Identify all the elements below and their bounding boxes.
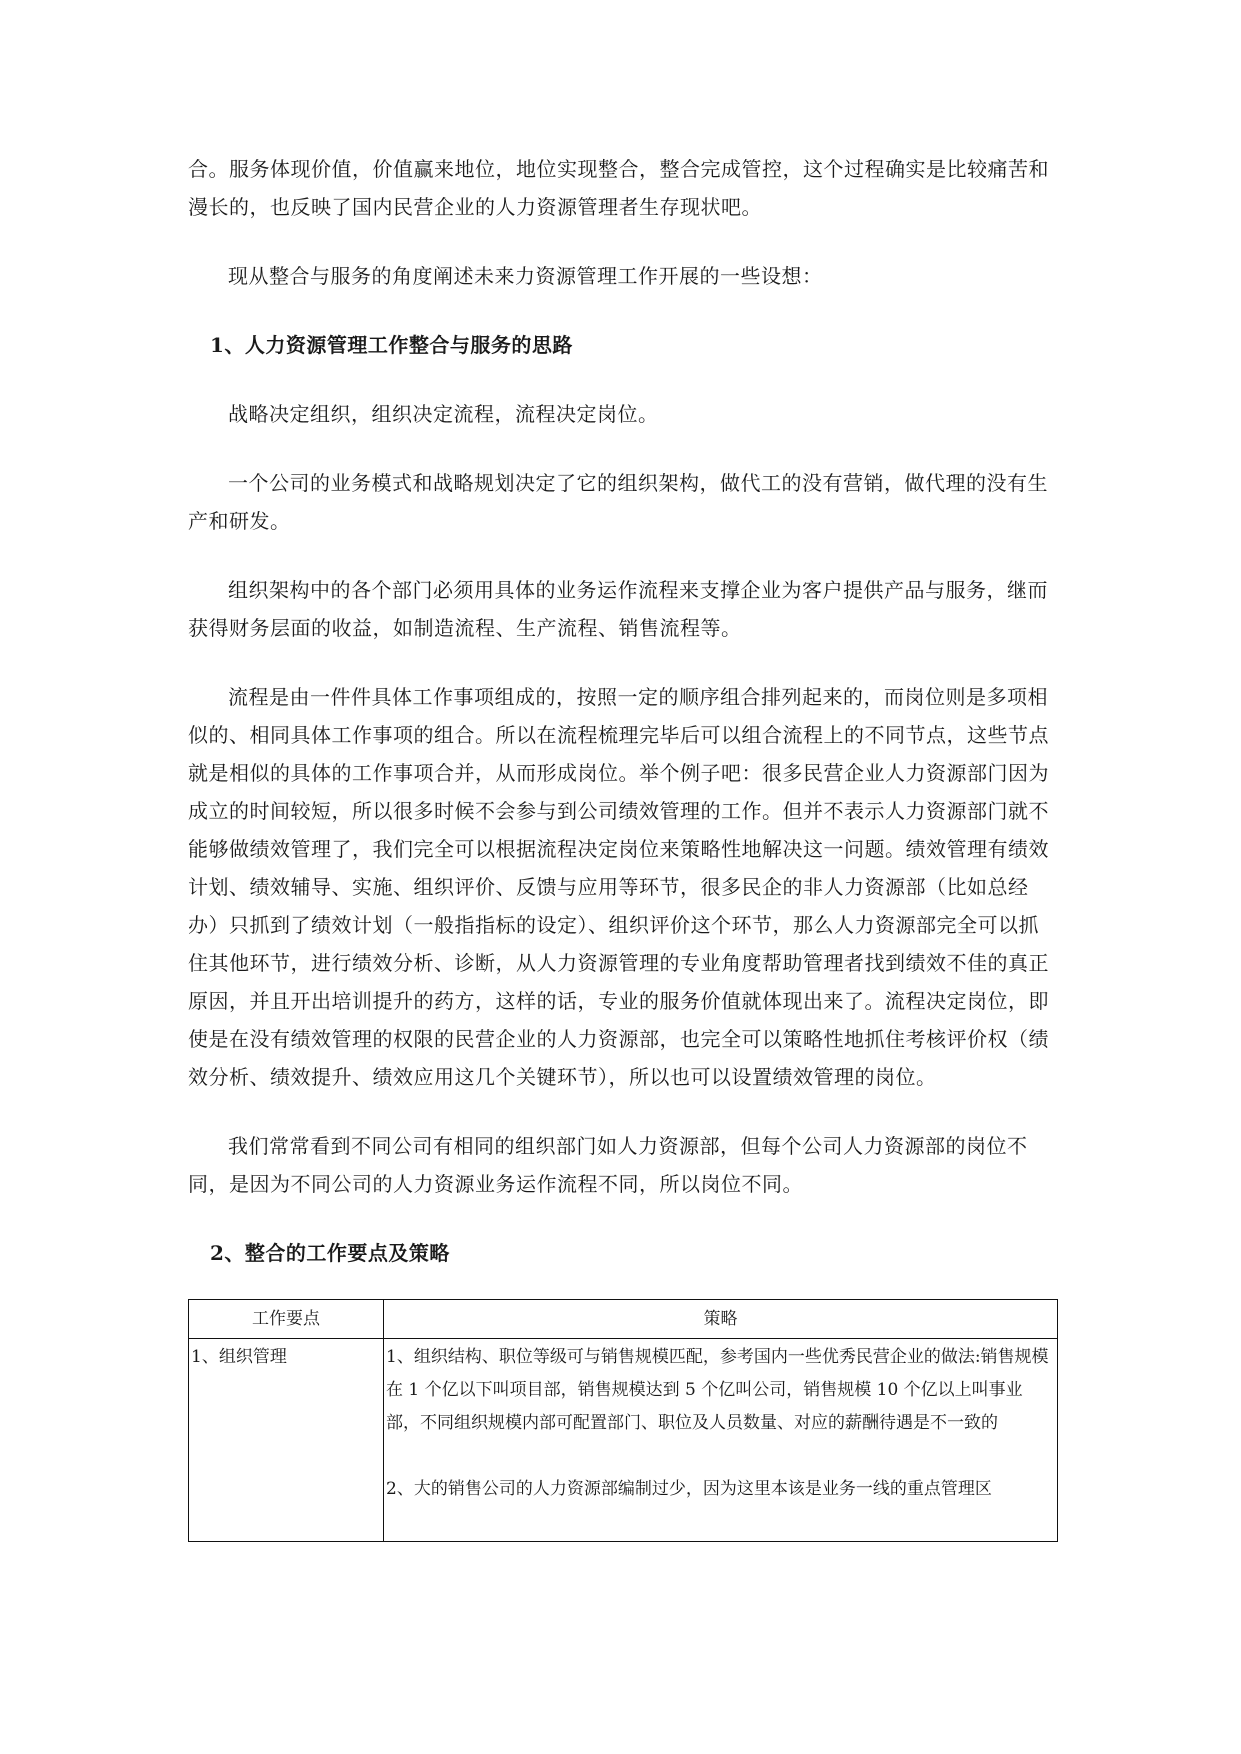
departments-paragraph: 组织架构中的各个部门必须用具体的业务运作流程来支撑企业为客户提供产品与服务，继而获得财务层面的收益，如制造流程、生产流程、销售流程等。	[188, 578, 1048, 640]
table-header-row	[189, 1300, 1058, 1339]
document-body	[188, 150, 1058, 1542]
process-paragraph: 流程是由一件件具体工作事项组成的，按照一定的顺序组合排列起来的，而岗位则是多项相似的、相同具体工作事项的组合。所以在流程梳理完毕后可以组合流程上的不同节点，这些节点就是相似的具体的工作事项合并，从而形成岗位。举个例子吧：很多民营企业人力资源部门因为成立的时间较短，所以很多时候不会参与到公司绩效管理的工作。但并不表示人力资源部门就不能够做绩效管理了，我们完全可以根据流程决定岗位来策略性地解决这一问题。绩效管理有绩效计划、绩效辅导、实施、组织评价、反馈与应用等环节，很多民企的非人力资源部（比如总经办）只抓到了绩效计划（一般指指标的设定）、组织评价这个环节，那么人力资源部完全可以抓住其他环节，进行绩效分析、诊断，从人力资源管理的专业角度帮助管理者找到绩效不佳的真正原因，并且开出培训提升的药方，这样的话，专业的服务价值就体现出来了。流程决定岗位，即使是在没有绩效管理的权限的民营企业的人力资源部，也完全可以策略性地抓住考核评价权（绩效分析、绩效提升、绩效应用这几个关键环节），所以也可以设置绩效管理的岗位。	[188, 685, 1049, 1089]
table-cell-work-point: 1、组织管理	[189, 1339, 384, 1542]
section-1-heading: 1、人力资源管理工作整合与服务的思路	[210, 333, 573, 357]
business-model-paragraph: 一个公司的业务模式和战略规划决定了它的组织架构，做代工的没有营销，做代理的没有生产和研发。	[188, 471, 1048, 533]
table-header-work-point: 工作要点	[189, 1300, 384, 1339]
table-row	[189, 1339, 1058, 1542]
section-2-heading: 2、整合的工作要点及策略	[210, 1241, 450, 1265]
table-header-strategy: 策略	[384, 1300, 1058, 1339]
hr-positions-paragraph: 我们常常看到不同公司有相同的组织部门如人力资源部，但每个公司人力资源部的岗位不同，是因为不同公司的人力资源业务运作流程不同，所以岗位不同。	[188, 1134, 1028, 1196]
work-points-table	[188, 1299, 1058, 1542]
intro-statement-paragraph: 现从整合与服务的角度阐述未来力资源管理工作开展的一些设想：	[228, 264, 823, 288]
table-cell-strategy	[384, 1339, 1058, 1542]
intro-continuation-paragraph: 合。服务体现价值，价值赢来地位，地位实现整合，整合完成管控，这个过程确实是比较痛苦和漫长的，也反映了国内民营企业的人力资源管理者生存现状吧。	[188, 157, 1049, 219]
strategy-item-2: 2、大的销售公司的人力资源部编制过少，因为这里本该是业务一线的重点管理区	[386, 1479, 992, 1499]
strategy-item-1: 1、组织结构、职位等级可与销售规模匹配，参考国内一些优秀民营企业的做法:销售规模在 1 个亿以下叫项目部，销售规模达到 5 个亿叫公司，销售规模 10 个亿以上叫事业部，不同组织规模内部可配置部门、职位及人员数量、对应的薪酬待遇是不一致的	[386, 1347, 1049, 1433]
strategy-paragraph: 战略决定组织，组织决定流程，流程决定岗位。	[228, 402, 659, 426]
